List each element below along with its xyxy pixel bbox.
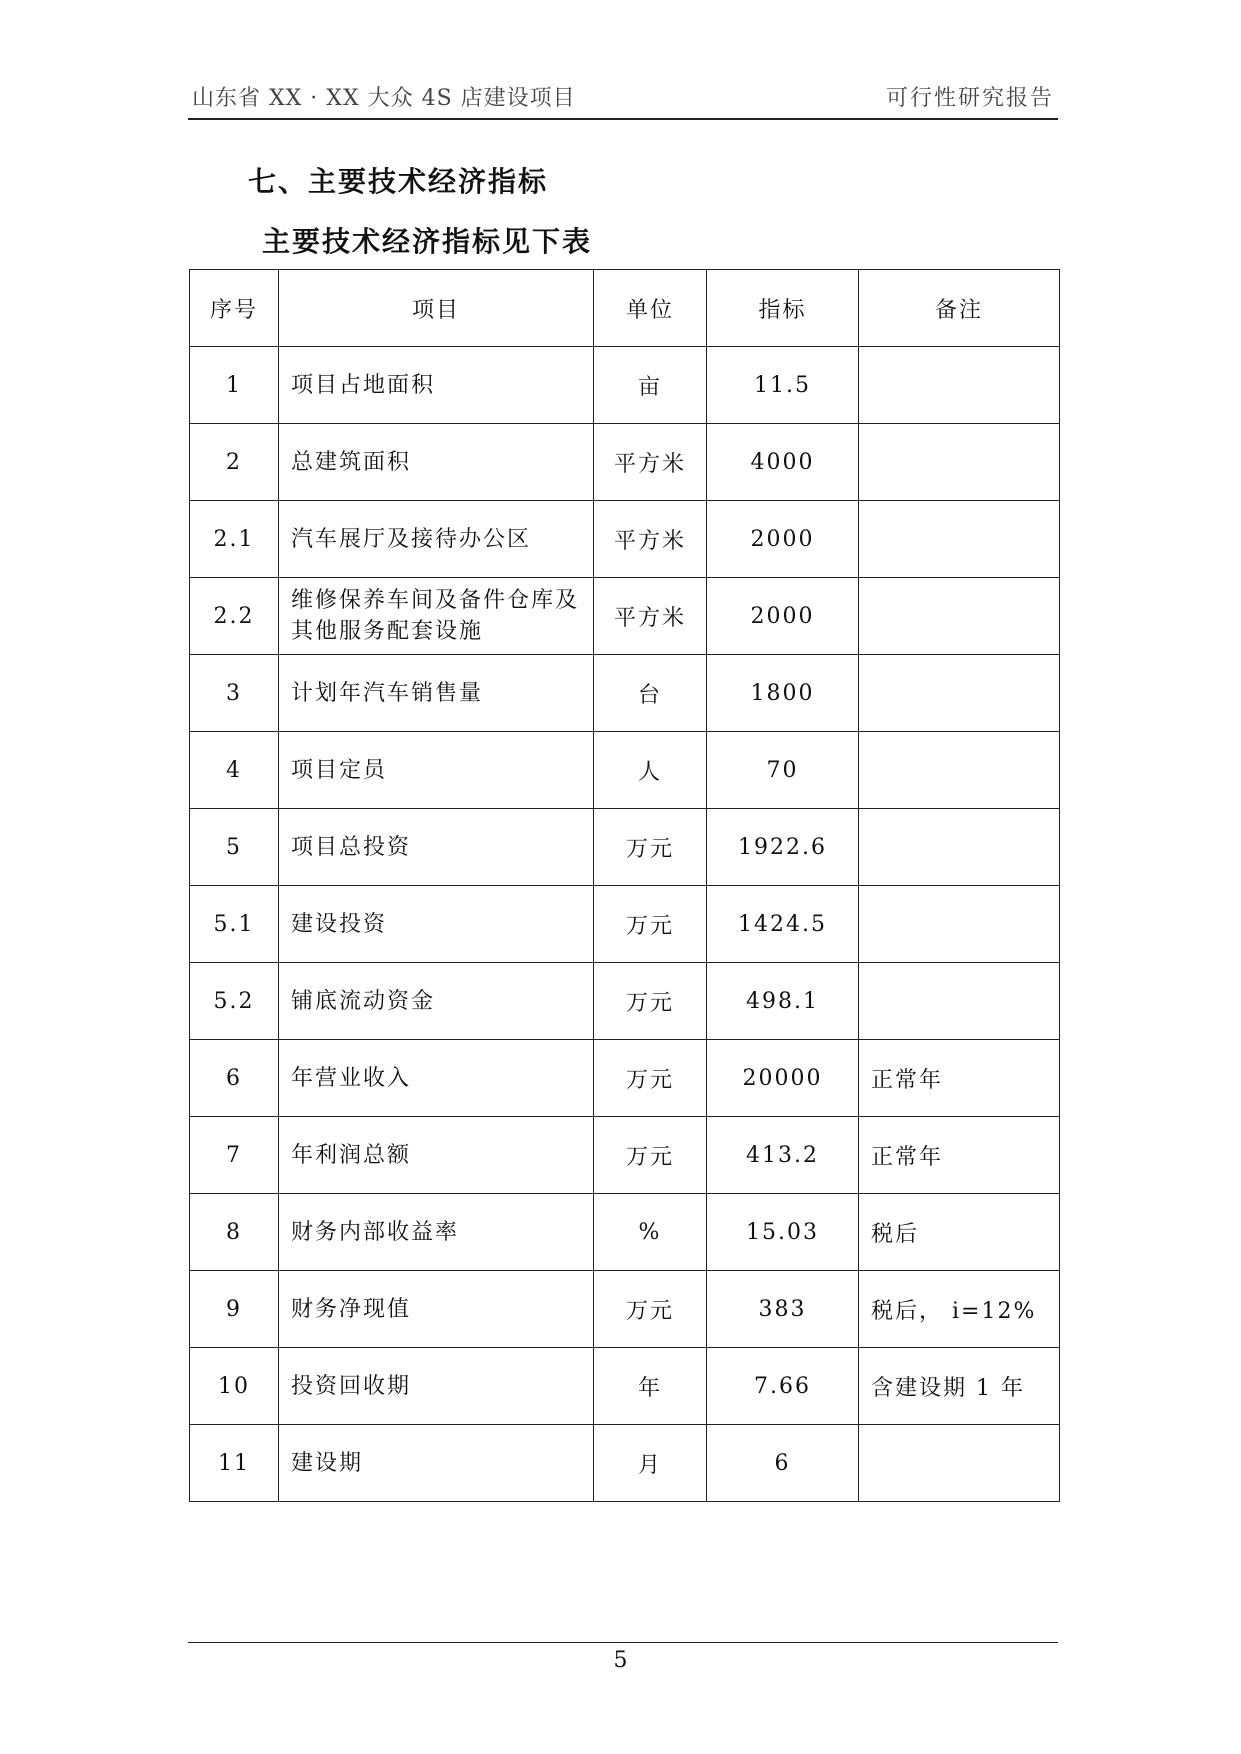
row-remark: 正常年 bbox=[859, 1117, 1060, 1194]
table-row bbox=[190, 578, 1060, 655]
table-row bbox=[190, 732, 1060, 809]
row-item: 年营业收入 bbox=[279, 1040, 594, 1117]
row-number: 6 bbox=[190, 1040, 279, 1117]
table-row bbox=[190, 809, 1060, 886]
row-remark: 正常年 bbox=[859, 1040, 1060, 1117]
row-number: 11 bbox=[190, 1425, 279, 1502]
row-remark bbox=[859, 963, 1060, 1040]
row-unit: 万元 bbox=[594, 809, 707, 886]
row-value: 1424.5 bbox=[707, 886, 859, 963]
row-number: 10 bbox=[190, 1348, 279, 1425]
row-item: 总建筑面积 bbox=[279, 424, 594, 501]
row-item: 项目定员 bbox=[279, 732, 594, 809]
row-unit: % bbox=[594, 1194, 707, 1271]
table-row bbox=[190, 347, 1060, 424]
table-row bbox=[190, 1194, 1060, 1271]
row-unit: 万元 bbox=[594, 1117, 707, 1194]
row-number: 5.2 bbox=[190, 963, 279, 1040]
row-unit: 平方米 bbox=[594, 501, 707, 578]
row-value: 20000 bbox=[707, 1040, 859, 1117]
table-body bbox=[190, 347, 1060, 1502]
row-value: 1922.6 bbox=[707, 809, 859, 886]
row-unit: 亩 bbox=[594, 347, 707, 424]
row-remark bbox=[859, 886, 1060, 963]
header-unit: 单位 bbox=[594, 270, 707, 347]
row-number: 1 bbox=[190, 347, 279, 424]
row-number: 9 bbox=[190, 1271, 279, 1348]
row-value: 2000 bbox=[707, 501, 859, 578]
row-item: 项目总投资 bbox=[279, 809, 594, 886]
page-number: 5 bbox=[613, 1648, 628, 1673]
row-remark bbox=[859, 501, 1060, 578]
table-row bbox=[190, 655, 1060, 732]
header-no: 序号 bbox=[190, 270, 279, 347]
row-unit: 年 bbox=[594, 1348, 707, 1425]
row-value: 70 bbox=[707, 732, 859, 809]
row-unit: 万元 bbox=[594, 963, 707, 1040]
table-header-row bbox=[190, 270, 1060, 347]
row-unit: 平方米 bbox=[594, 424, 707, 501]
header-report-type: 可行性研究报告 bbox=[885, 86, 1054, 111]
table-row bbox=[190, 1425, 1060, 1502]
row-unit: 台 bbox=[594, 655, 707, 732]
table-caption: 主要技术经济指标见下表 bbox=[262, 225, 593, 258]
row-item: 建设期 bbox=[279, 1425, 594, 1502]
section-title: 七、主要技术经济指标 bbox=[248, 165, 549, 198]
row-remark bbox=[859, 424, 1060, 501]
row-number: 2 bbox=[190, 424, 279, 501]
row-number: 2.2 bbox=[190, 578, 279, 655]
row-item: 汽车展厅及接待办公区 bbox=[279, 501, 594, 578]
row-value: 413.2 bbox=[707, 1117, 859, 1194]
row-remark bbox=[859, 347, 1060, 424]
row-value: 4000 bbox=[707, 424, 859, 501]
row-value: 383 bbox=[707, 1271, 859, 1348]
row-item: 财务净现值 bbox=[279, 1271, 594, 1348]
row-unit: 万元 bbox=[594, 886, 707, 963]
footer-divider bbox=[188, 1642, 1058, 1643]
row-item: 建设投资 bbox=[279, 886, 594, 963]
header-item: 项目 bbox=[279, 270, 594, 347]
row-remark bbox=[859, 732, 1060, 809]
row-item: 财务内部收益率 bbox=[279, 1194, 594, 1271]
table-row bbox=[190, 1117, 1060, 1194]
row-number: 4 bbox=[190, 732, 279, 809]
row-item: 投资回收期 bbox=[279, 1348, 594, 1425]
page-header bbox=[188, 86, 1058, 120]
row-item: 维修保养车间及备件仓库及其他服务配套设施 bbox=[279, 578, 594, 655]
row-number: 8 bbox=[190, 1194, 279, 1271]
row-number: 2.1 bbox=[190, 501, 279, 578]
row-unit: 平方米 bbox=[594, 578, 707, 655]
row-item: 年利润总额 bbox=[279, 1117, 594, 1194]
row-number: 3 bbox=[190, 655, 279, 732]
table-row bbox=[190, 424, 1060, 501]
row-remark bbox=[859, 1425, 1060, 1502]
row-item: 铺底流动资金 bbox=[279, 963, 594, 1040]
row-value: 15.03 bbox=[707, 1194, 859, 1271]
row-number: 7 bbox=[190, 1117, 279, 1194]
table-row bbox=[190, 1040, 1060, 1117]
indicators-table bbox=[189, 269, 1060, 1502]
row-item: 项目占地面积 bbox=[279, 347, 594, 424]
row-number: 5.1 bbox=[190, 886, 279, 963]
table-row bbox=[190, 1348, 1060, 1425]
row-remark bbox=[859, 809, 1060, 886]
table-row bbox=[190, 963, 1060, 1040]
row-value: 498.1 bbox=[707, 963, 859, 1040]
row-unit: 万元 bbox=[594, 1040, 707, 1117]
header-value: 指标 bbox=[707, 270, 859, 347]
row-value: 2000 bbox=[707, 578, 859, 655]
row-item: 计划年汽车销售量 bbox=[279, 655, 594, 732]
row-number: 5 bbox=[190, 809, 279, 886]
row-remark bbox=[859, 578, 1060, 655]
row-unit: 月 bbox=[594, 1425, 707, 1502]
row-remark: 税后， i=12% bbox=[859, 1271, 1060, 1348]
row-remark bbox=[859, 655, 1060, 732]
row-value: 1800 bbox=[707, 655, 859, 732]
row-value: 11.5 bbox=[707, 347, 859, 424]
row-value: 7.66 bbox=[707, 1348, 859, 1425]
table-row bbox=[190, 886, 1060, 963]
table-row bbox=[190, 1271, 1060, 1348]
header-project-name: 山东省 XX · XX 大众 4S 店建设项目 bbox=[192, 86, 576, 111]
row-unit: 人 bbox=[594, 732, 707, 809]
row-value: 6 bbox=[707, 1425, 859, 1502]
table-row bbox=[190, 501, 1060, 578]
row-unit: 万元 bbox=[594, 1271, 707, 1348]
row-remark: 税后 bbox=[859, 1194, 1060, 1271]
row-remark: 含建设期 1 年 bbox=[859, 1348, 1060, 1425]
header-remark: 备注 bbox=[859, 270, 1060, 347]
